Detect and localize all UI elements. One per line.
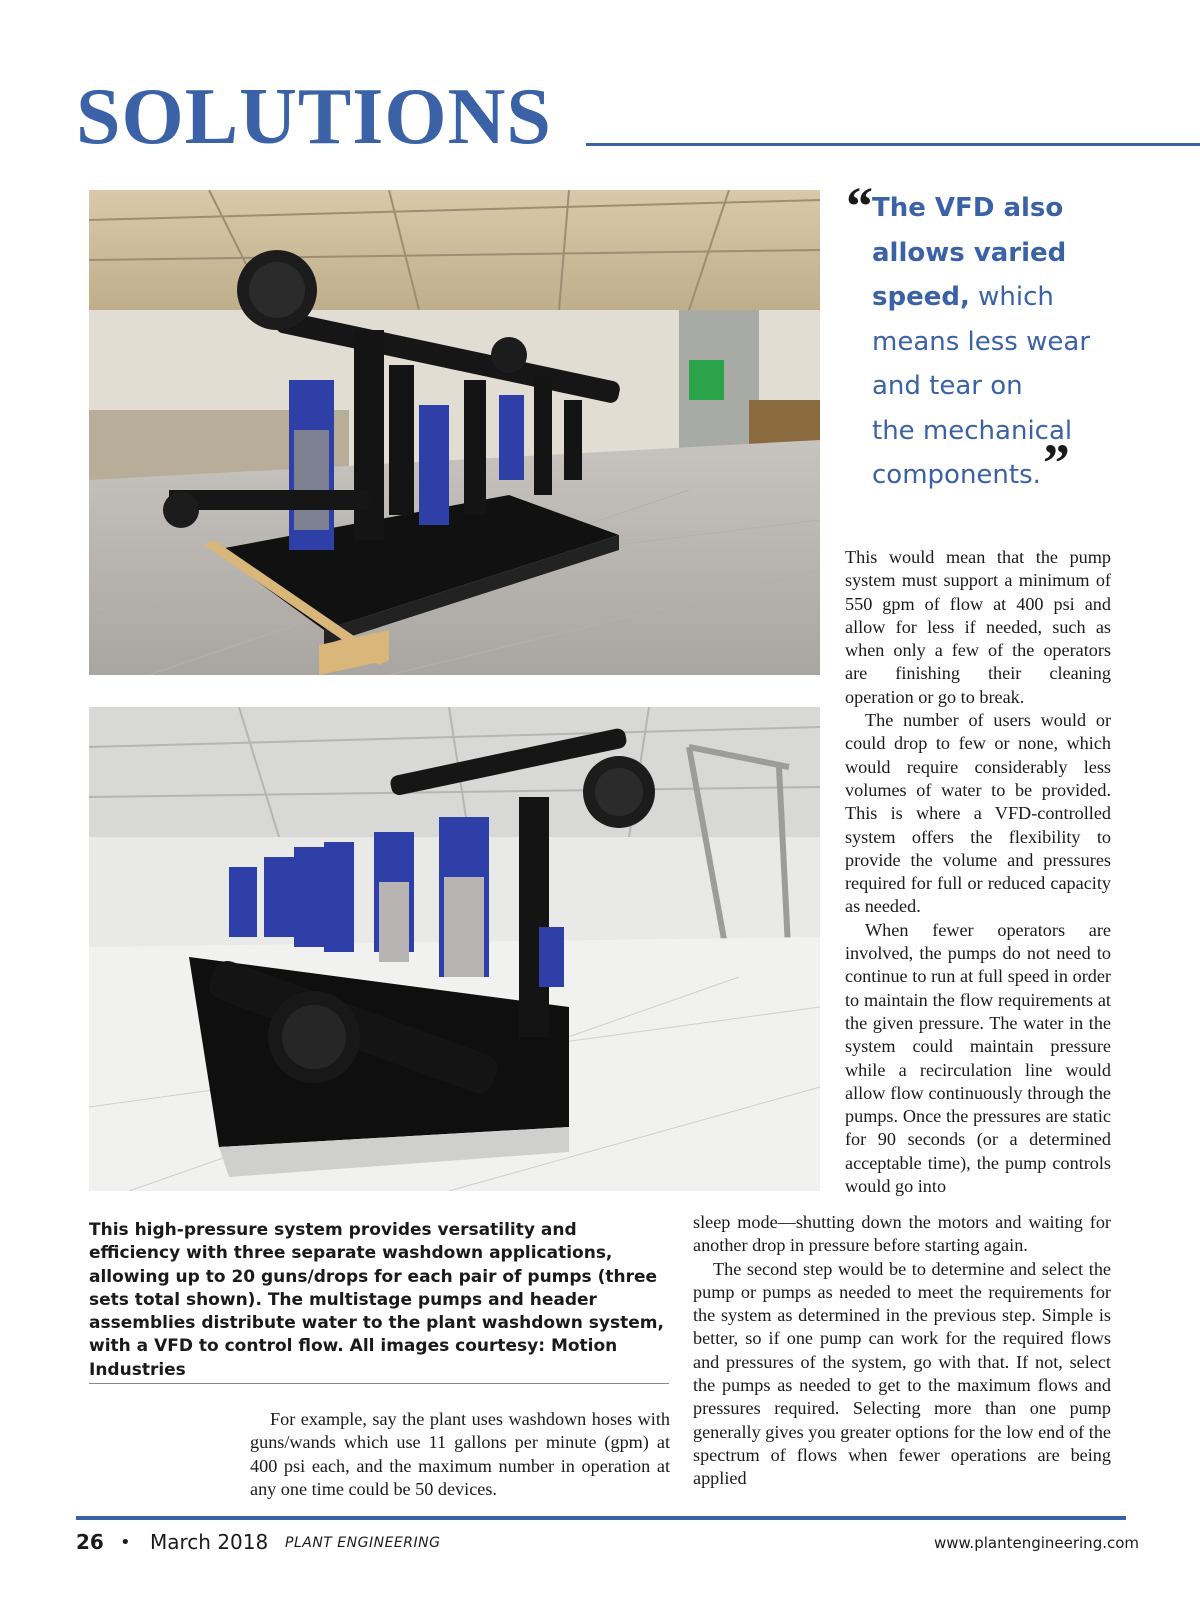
website-url[interactable]: www.plantengineering.com bbox=[934, 1534, 1140, 1552]
body-paragraph: For example, say the plant uses washdown hoses with guns/wands which use 11 gallons per minute (gpm) at 400 psi each, and the maximum number in operation at any one time could be 50 devices. bbox=[250, 1409, 670, 1499]
footer-rule bbox=[76, 1516, 1126, 1520]
pull-quote-line: and tear on bbox=[872, 371, 1023, 401]
pull-quote-line: which bbox=[969, 282, 1054, 312]
section-title: SOLUTIONS bbox=[76, 73, 552, 161]
pull-quote-line: the mechanical bbox=[872, 415, 1073, 446]
body-paragraph: sleep mode—shutting down the motors and waiting for another drop in pressure before starting again. bbox=[693, 1212, 1111, 1256]
pump-skid-photo-top bbox=[89, 190, 820, 675]
pull-quote-line: components. bbox=[872, 460, 1041, 490]
title-rule bbox=[586, 143, 1200, 146]
caption-divider bbox=[89, 1383, 669, 1384]
issue-date: March 2018 bbox=[150, 1530, 269, 1554]
body-paragraph: The second step would be to determine and select the pump or pumps as needed to meet the requirements for the system as determined in the previous step. Simple is better, so if one pump can work for the required flows and pressures of the system, go with that. If not, select the pumps as needed to get to the maximum flows and pressures required. Selecting more than one pump generally gives you greater options for the low end of the spectrum of flows when fewer operations are being applied bbox=[693, 1258, 1111, 1489]
footer-bullet: • bbox=[120, 1532, 131, 1553]
body-paragraph: When fewer operators are involved, the pumps do not need to continue to run at full speed in order to maintain the flow requirements at the given pressure. The water in the system could maintain pressure while a recirculation line would allow flow continuously through the pumps. Once the pressures are static for 90 seconds (or a determined acceptable time), the pump controls would go into bbox=[845, 919, 1111, 1197]
open-quote-mark: “ bbox=[846, 176, 873, 236]
pull-quote-bold-line: The VFD also bbox=[872, 193, 1064, 223]
photo-caption: This high-pressure system provides versatility and efficiency with three separate washdown applications, allowing up to 20 guns/drops for each pair of pumps (three sets total shown). The multistage pumps and header assemblies distribute water to the plant washdown system, with a VFD to control flow. All images courtesy: Motion Industries bbox=[89, 1220, 664, 1380]
pull-quote-text bbox=[846, 176, 1176, 498]
magazine-name: PLANT ENGINEERING bbox=[285, 1535, 441, 1551]
pull-quote-bold-line: allows varied bbox=[872, 237, 1067, 268]
close-quote-mark: ” bbox=[1042, 433, 1070, 493]
pull-quote-bold-line: speed, bbox=[872, 282, 970, 312]
body-column-right-upper bbox=[845, 546, 1111, 1198]
body-paragraph: This would mean that the pump system must support a minimum of 550 gpm of flow at 400 psi and allow for less if needed, such as when only a few of the operators are finishing their cleaning operation or go to break. bbox=[845, 547, 1111, 707]
body-paragraph: The number of users would or could drop to few or none, which would require considerably less volumes of water to be provided. This is where a VFD-controlled system offers the flexibility to provide the volume and pressures required for full or reduced capacity as needed. bbox=[845, 710, 1111, 917]
pump-skid-photo-bottom bbox=[89, 707, 820, 1191]
pull-quote-line: means less wear bbox=[872, 326, 1091, 357]
body-column-right-lower bbox=[693, 1211, 1111, 1491]
pull-quote bbox=[846, 176, 1176, 498]
body-column-left-lower bbox=[250, 1408, 670, 1501]
page-number: 26 bbox=[76, 1530, 104, 1554]
